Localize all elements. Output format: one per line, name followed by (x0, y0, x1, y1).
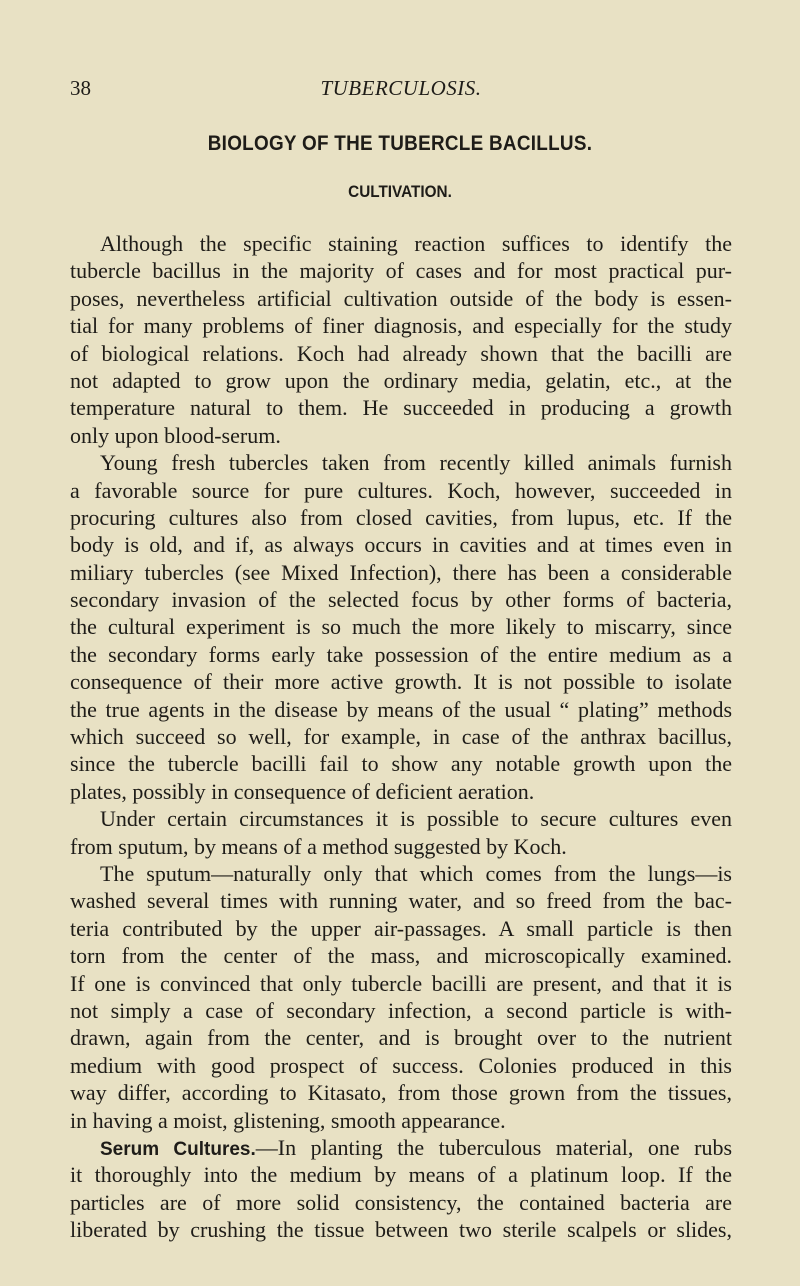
text-line: the cultural experiment is so much the more likely to miscarry, since (70, 614, 732, 640)
text-line: medium with good prospect of success. Colonies produced in this (70, 1052, 732, 1078)
text-line: not adapted to grow upon the ordinary media, gelatin, etc., at the (70, 367, 732, 393)
chapter-title: BIOLOGY OF THE TUBERCLE BACILLUS. (207, 132, 593, 155)
text-line: which succeed so well, for example, in case of the anthrax bacillus, (70, 724, 732, 750)
text-line: body is old, and if, as always occurs in cavities and at times even in (70, 532, 732, 558)
text-line: torn from the center of the mass, and microscopically examined. (70, 943, 732, 969)
text-line: secondary invasion of the selected focus by other forms of bacteria, (70, 587, 732, 613)
text-line: only upon blood-serum. (70, 422, 281, 448)
text-line: it thoroughly into the medium by means of a platinum loop. If the (70, 1162, 732, 1188)
text-line: Young fresh tubercles taken from recently killed animals furnish (100, 450, 732, 476)
text-line: Under certain circumstances it is possible to secure cultures even (100, 806, 732, 832)
text-line: a favorable source for pure cultures. Koch, however, succeeded in (70, 477, 732, 503)
text-line: liberated by crushing the tissue between two sterile scalpels or slides, (70, 1217, 732, 1243)
text-line (70, 1134, 732, 1161)
text-line: in having a moist, glistening, smooth appearance. (70, 1107, 506, 1133)
running-title: TUBERCULOSIS. (320, 76, 482, 100)
section-title: CULTIVATION. (348, 182, 452, 201)
text-line: since the tubercle bacilli fail to show any notable growth upon the (70, 751, 732, 777)
paragraph (70, 449, 732, 805)
paragraph (70, 805, 732, 860)
text-line: tial for many problems of finer diagnosis, and especially for the study (70, 313, 732, 339)
text-line: of biological relations. Koch had already shown that the bacilli are (70, 340, 732, 366)
text-line: drawn, again from the center, and is brought over to the nutrient (70, 1025, 732, 1051)
paragraph (70, 1134, 732, 1244)
text-line: Although the specific staining reaction suffices to identify the (100, 231, 732, 256)
text-line: If one is convinced that only tubercle bacilli are present, and that it is (70, 970, 732, 996)
text-line: miliary tubercles (see Mixed Infection), there has been a considerable (70, 559, 732, 585)
text-line: the secondary forms early take possession of the entire medium as a (70, 641, 732, 667)
text-line: procuring cultures also from closed cavities, from lupus, etc. If the (70, 504, 732, 530)
text-line: particles are of more solid consistency, the contained bacteria are (70, 1189, 732, 1215)
text-line: teria contributed by the upper air-passages. A small particle is then (70, 915, 732, 941)
paragraph (70, 230, 732, 449)
body-text (70, 230, 732, 1243)
text-line: way differ, according to Kitasato, from those grown from the tissues, (70, 1080, 732, 1106)
line-text: —In planting the tuberculous material, one rubs (255, 1134, 733, 1160)
text-line: from sputum, by means of a method suggested by Koch. (70, 833, 567, 859)
page-number: 38 (70, 76, 91, 100)
text-line: The sputum—naturally only that which comes from the lungs—is (100, 860, 732, 886)
run-in-heading: Serum Cultures. (100, 1138, 256, 1160)
text-line: plates, possibly in consequence of deficient aeration. (70, 778, 535, 804)
paragraph (70, 860, 732, 1134)
text-line: washed several times with running water, and so freed from the bac- (70, 888, 732, 914)
text-line: not simply a case of secondary infection, a second particle is with- (70, 997, 732, 1023)
text-line: temperature natural to them. He succeeded in producing a growth (70, 395, 732, 421)
text-line: tubercle bacillus in the majority of cases and for most practical pur- (70, 258, 732, 284)
text-line: poses, nevertheless artificial cultivation outside of the body is essen- (70, 285, 732, 311)
running-header (70, 76, 732, 106)
text-line: consequence of their more active growth. It is not possible to isolate (70, 669, 732, 695)
text-line: the true agents in the disease by means of the usual “ plating” methods (70, 696, 732, 722)
